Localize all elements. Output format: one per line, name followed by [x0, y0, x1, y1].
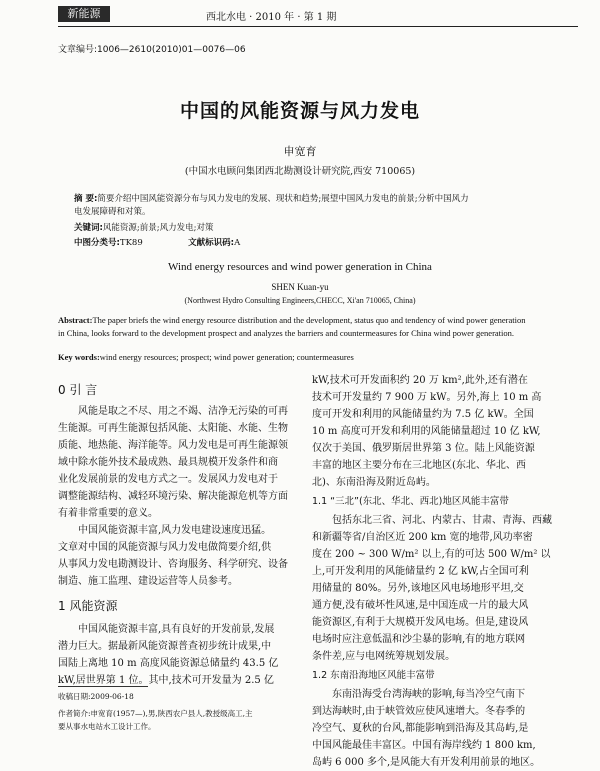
section-tag: 新能源	[58, 6, 110, 22]
resources-continued	[312, 372, 580, 491]
res-p-line: 中国风能资源丰富,具有良好的开发前景,发展	[78, 624, 275, 635]
english-abstract	[58, 314, 584, 340]
subsection-1-1-body	[312, 512, 580, 665]
english-title: Wind energy resources and wind power generation in China	[168, 261, 432, 273]
intro-p1-line: 生能源。可再生能源包括风能、太阳能、水能、生物	[58, 423, 288, 434]
rc-p2-line: 上,可开发利用的风能储量约 2 亿 kW,占全国可利	[312, 566, 529, 577]
rc-p2-line: 电场时应注意低温和沙尘暴的影响,有的地方联网	[312, 634, 526, 645]
rc-p3-line: 东南沿海受台湾海峡的影响,每当冷空气南下	[332, 689, 526, 700]
header-rule	[58, 26, 578, 27]
rc-p2-line: 度在 200 ~ 300 W/m² 以上,有的可达 500 W/m² 以	[312, 549, 551, 560]
res-p-line: 国陆上离地 10 m 高度风能资源总储量约 43.5 亿	[58, 658, 279, 669]
rc-p1-line: 度可开发和利用的风能储量约为 7.5 亿 kW。全国	[312, 409, 534, 420]
class-label: 中图分类号:	[74, 238, 120, 248]
english-abstract-line2: in China, looks forward to the development prospect and analyzes the barriers and countermeasures for China wind power generation.	[58, 328, 515, 338]
subsection-1-1-heading: 1.1 “三北”(东北、华北、西北)地区风能丰富带	[312, 496, 509, 507]
rc-p2-line: 通方便,没有破坏性风速,是中国连成一片的最大风	[312, 600, 529, 611]
intro-p2-line: 制造、施工监理、建设运营等人员参考。	[58, 576, 238, 587]
right-column	[312, 372, 580, 771]
english-keywords-label: Key words:	[58, 352, 100, 362]
subsection-1-2-body	[312, 686, 580, 771]
affiliation: (中国水电顾问集团西北勘测设计研究院,西安 710065)	[184, 166, 416, 177]
class-value: TK89	[119, 238, 143, 248]
classification	[74, 237, 574, 250]
intro-p1-line: 风能是取之不尽、用之不竭、洁净无污染的可再	[78, 406, 288, 417]
abstract-cn	[74, 193, 574, 219]
running-header: 西北水电 · 2010 年 · 第 1 期	[206, 12, 337, 23]
res-p-line: 潜力巨大。据最新风能资源普查初步统计成果,中	[58, 641, 272, 652]
rc-p1-line: 北)、东南沿海及附近岛屿。	[312, 477, 436, 488]
rc-p1-line: 10 m 高度可开发和利用的风能储量超过 10 亿 kW,	[312, 426, 541, 437]
author-name: 申宽育	[283, 145, 317, 158]
rc-p1-line: 技术可开发量约 7 900 万 kW。另外,海上 10 m 高	[312, 392, 542, 403]
abstract-cn-line1: 简要介绍中国风能资源分布与风力发电的发展、现状和趋势;展望中国风力发电的前景;分析中国风力	[97, 194, 469, 204]
abstract-cn-line2: 电发展障碍和对策。	[74, 207, 151, 217]
rc-p2-line: 包括东北三省、河北、内蒙古、甘肃、青海、西藏	[332, 515, 552, 526]
english-keywords	[58, 352, 584, 362]
section-1-heading: 1 风能资源	[58, 599, 118, 613]
keywords-cn-label: 关键词:	[74, 223, 103, 233]
rc-p2-line: 和新疆等省/自治区近 200 km 宽的地带,风功率密	[312, 532, 533, 543]
intro-p1-line: 域中除水能外技术最成熟、最具规模开发条件和商	[58, 457, 278, 468]
rc-p2-line: 能资源区,有利于大规模开发风电场。但是,建设风	[312, 617, 529, 628]
rc-p3-line: 冷空气、夏秋的台风,都能影响到沿海及其岛屿,是	[312, 723, 529, 734]
section-0-heading: 0 引 言	[58, 383, 98, 397]
rc-p3-line: 岛屿 6 000 多个,是风能大有开发利用前景的地区。	[312, 757, 541, 768]
english-abstract-label: Abstract:	[58, 315, 93, 325]
rc-p1-line: 仅次于美国、俄罗斯居世界第 3 位。陆上风能资源	[312, 443, 535, 454]
keywords-cn	[74, 222, 574, 235]
res-p-line: kW,居世界第 1 位。其中,技术可开发量为 2.5 亿	[58, 675, 274, 686]
intro-paragraph-1	[58, 403, 308, 522]
intro-p1-line: 质能、地热能、海洋能等。风力发电是可再生能源领	[58, 440, 288, 451]
english-abstract-line1: The paper briefs the wind energy resource distribution and the development, status quo and tendency of wind power generation	[92, 315, 526, 325]
intro-p1-line: 调整能源结构、减轻环境污染、解决能源危机等方面	[58, 491, 288, 502]
subsection-1-2-heading: 1.2 东南沿海地区风能丰富带	[312, 670, 435, 681]
intro-p2-line: 中国风能资源丰富,风力发电建设速度迅猛。	[78, 525, 272, 536]
english-affiliation: (Northwest Hydro Consulting Engineers,CHECC, Xi'an 710065, China)	[184, 296, 416, 305]
rc-p3-line: 中国风能最佳丰富区。中国有海岸线约 1 800 km,	[312, 740, 536, 751]
footnote-author-1: 作者简介:申宽育(1957—),男,陕西农户县人,教授级高工,主	[58, 709, 253, 718]
article-title: 中国的风能资源与风力发电	[179, 100, 420, 122]
resources-paragraph	[58, 621, 308, 689]
intro-paragraph-2	[58, 522, 308, 590]
rc-p1-line: 丰富的地区主要分布在三北地区(东北、华北、西	[312, 460, 526, 471]
article-ids: 文章编号:1006—2610(2010)01—0076—06	[58, 45, 246, 55]
intro-p2-line: 文章对中国的风能资源与风力发电做简要介绍,供	[58, 542, 272, 553]
doc-code-value: A	[234, 238, 241, 248]
english-author: SHEN Kuan-yu	[271, 282, 329, 292]
rc-p2-line: 条件差,应与电网统筹规划发展。	[312, 651, 456, 662]
intro-p1-line: 有着非常重要的意义。	[58, 508, 158, 519]
intro-p2-line: 从事风力发电勘测设计、咨询服务、科学研究、设备	[58, 559, 288, 570]
english-keywords-text: wind energy resources; prospect; wind power generation; countermeasures	[99, 352, 354, 362]
rc-p3-line: 到达海峡时,由于峡管效应使风速增大。冬春季的	[312, 706, 526, 717]
footnote-author-2: 要从事水电站水工设计工作。	[58, 722, 156, 731]
footnote-rule	[58, 686, 148, 687]
abstract-cn-label: 摘 要:	[74, 194, 98, 204]
footnote-received: 收稿日期:2009-06-18	[58, 692, 134, 701]
left-column	[58, 382, 308, 689]
keywords-cn-text: 风能资源;前景;风力发电;对策	[102, 223, 214, 233]
intro-p1-line: 业化发展前景的发电方式之一。发展风力发电对于	[58, 474, 278, 485]
rc-p1-line: kW,技术可开发面积约 20 万 km²,此外,还有潜在	[312, 375, 528, 386]
doc-code-label: 文献标识码:	[188, 238, 235, 248]
rc-p2-line: 用储量的 80%。另外,该地区风电场地形平坦,交	[312, 583, 524, 594]
